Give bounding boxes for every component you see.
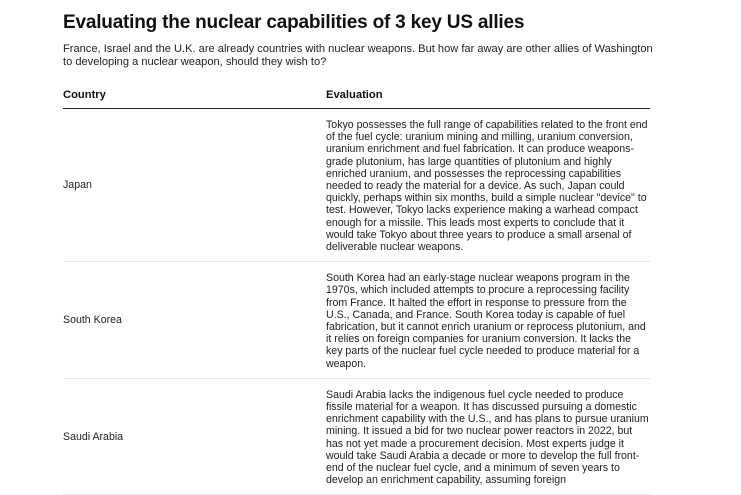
country-cell: South Korea xyxy=(63,313,122,326)
table-header xyxy=(63,88,650,109)
table-row-saudi-arabia xyxy=(63,379,650,495)
country-cell: Japan xyxy=(63,179,92,192)
page-title: Evaluating the nuclear capabilities of 3 key US allies xyxy=(63,12,525,33)
table-row-japan xyxy=(63,109,650,262)
evaluation-cell: Tokyo possesses the full range of capabilities related to the front end of the fuel cycle: uranium mining and milling, uranium conversion, uranium enrichment and fuel fabrication. It can produce weapons-grade plutonium, has large quantities of plutonium and highly enriched uranium, and possesses the reprocessing capabilities needed to ready the material for a device. As such, Japan could quickly, perhaps within six months, build a simple nuclear "device" to test. However, Tokyo lacks experience making a warhead compact enough for a missile. This leads most experts to conclude that it would take Tokyo about three years to produce a small arsenal of deliverable nuclear weapons. xyxy=(326,119,648,254)
table-row-south-korea xyxy=(63,262,650,379)
country-cell: Saudi Arabia xyxy=(63,430,124,443)
evaluation-cell: South Korea had an early-stage nuclear weapons program in the 1970s, which included attempts to procure a reprocessing facility from France. It halted the effort in response to pressure from the U.S., Canada, and France. South Korea today is capable of fuel fabrication, but it cannot enrich uranium or reprocess plutonium, and it relies on foreign companies for uranium conversion. It lacks the key parts of the nuclear fuel cycle needed to produce material for a weapon. xyxy=(326,272,646,370)
page-subtitle: France, Israel and the U.K. are already countries with nuclear weapons. But how far away are other allies of Washington to developing a nuclear weapon, should they wish to? xyxy=(63,43,653,68)
article-container xyxy=(63,0,663,495)
evaluation-table xyxy=(63,88,650,495)
column-header-evaluation: Evaluation xyxy=(326,89,383,101)
column-header-country: Country xyxy=(63,89,106,101)
evaluation-cell: Saudi Arabia lacks the indigenous fuel cycle needed to produce fissile material for a weapon. It has discussed pursuing a domestic enrichment capability with the U.S., and has plans to pursue uranium mining. It issued a bid for two nuclear power reactors in 2022, but has not yet made a procurement decision. Most experts judge it would take Saudi Arabia a decade or more to develop the full front-end of the nuclear fuel cycle, and a minimum of seven years to develop an enrichment capability, assuming foreign xyxy=(326,388,649,487)
